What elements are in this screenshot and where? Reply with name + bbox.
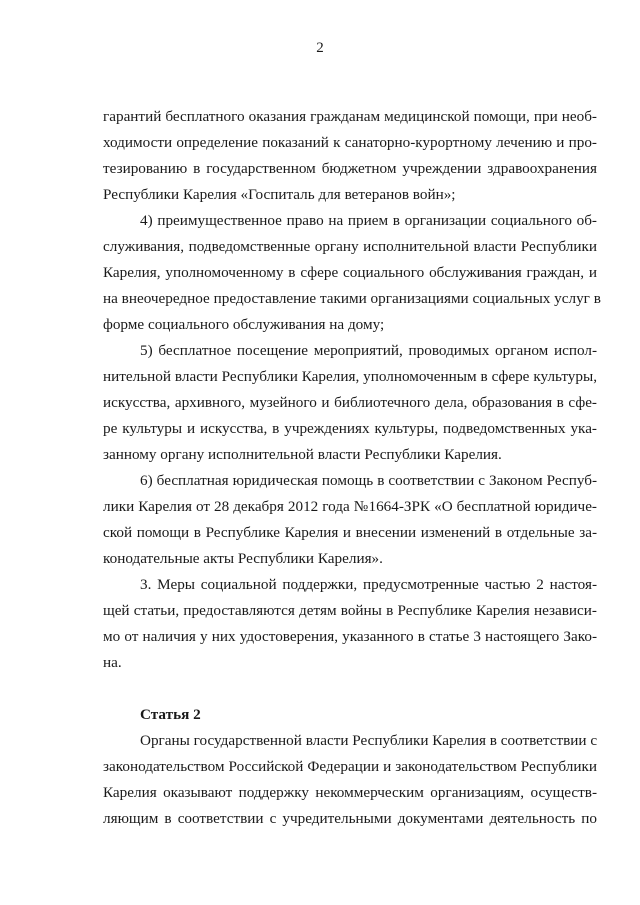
text-line: лики Карелия от 28 декабря 2012 года №1664-ЗРК «О бесплатной юридиче-	[103, 498, 597, 515]
text-line: щей статьи, предоставляются детям войны в Республике Карелия независи-	[103, 602, 597, 619]
text-line: Республики Карелия «Госпиталь для ветеранов войн»;	[103, 186, 456, 203]
page-number: 2	[316, 40, 324, 56]
text-line: Органы государственной власти Республики Карелия в соответствии с	[140, 732, 598, 749]
text-line: нительной власти Республики Карелия, уполномоченным в сфере культуры,	[103, 368, 597, 385]
text-line: тезированию в государственном бюджетном учреждении здравоохранения	[103, 160, 597, 177]
text-line: Карелия оказывают поддержку некоммерческим организациям, осуществ-	[103, 784, 597, 801]
text-line: ходимости определение показаний к санаторно-курортному лечению и про-	[103, 134, 597, 151]
text-line: 3. Меры социальной поддержки, предусмотренные частью 2 настоя-	[140, 576, 597, 593]
text-line: на внеочередное предоставление такими организациями социальных услуг в	[103, 290, 601, 307]
text-line: 5) бесплатное посещение мероприятий, проводимых органом испол-	[140, 342, 597, 359]
text-line: занному органу исполнительной власти Республики Карелия.	[103, 446, 502, 463]
text-line: форме социального обслуживания на дому;	[103, 316, 385, 333]
text-line: мо от наличия у них удостоверения, указанного в статье 3 настоящего Зако-	[103, 628, 597, 645]
text-line: искусства, архивного, музейного и библиотечного дела, образования в сфе-	[103, 394, 597, 411]
text-line: 6) бесплатная юридическая помощь в соответствии с Законом Респуб-	[140, 472, 597, 489]
text-line: гарантий бесплатного оказания гражданам медицинской помощи, при необ-	[103, 108, 597, 125]
text-line: на.	[103, 654, 122, 671]
text-line: Карелия, уполномоченному в сфере социального обслуживания граждан, и	[103, 264, 597, 281]
text-line: ре культуры и искусства, в учреждениях культуры, подведомственных ука-	[103, 420, 597, 437]
text-line: 4) преимущественное право на прием в организации социального об-	[140, 212, 597, 229]
text-line: ской помощи в Республике Карелия и внесении изменений в отдельные за-	[103, 524, 597, 541]
text-line: законодательством Российской Федерации и законодательством Республики	[103, 758, 597, 775]
text-line: служивания, подведомственные органу исполнительной власти Республики	[103, 238, 597, 255]
article-heading: Статья 2	[140, 706, 201, 723]
text-line: ляющим в соответствии с учредительными документами деятельность по	[103, 810, 597, 827]
text-line: конодательные акты Республики Карелия».	[103, 550, 383, 567]
